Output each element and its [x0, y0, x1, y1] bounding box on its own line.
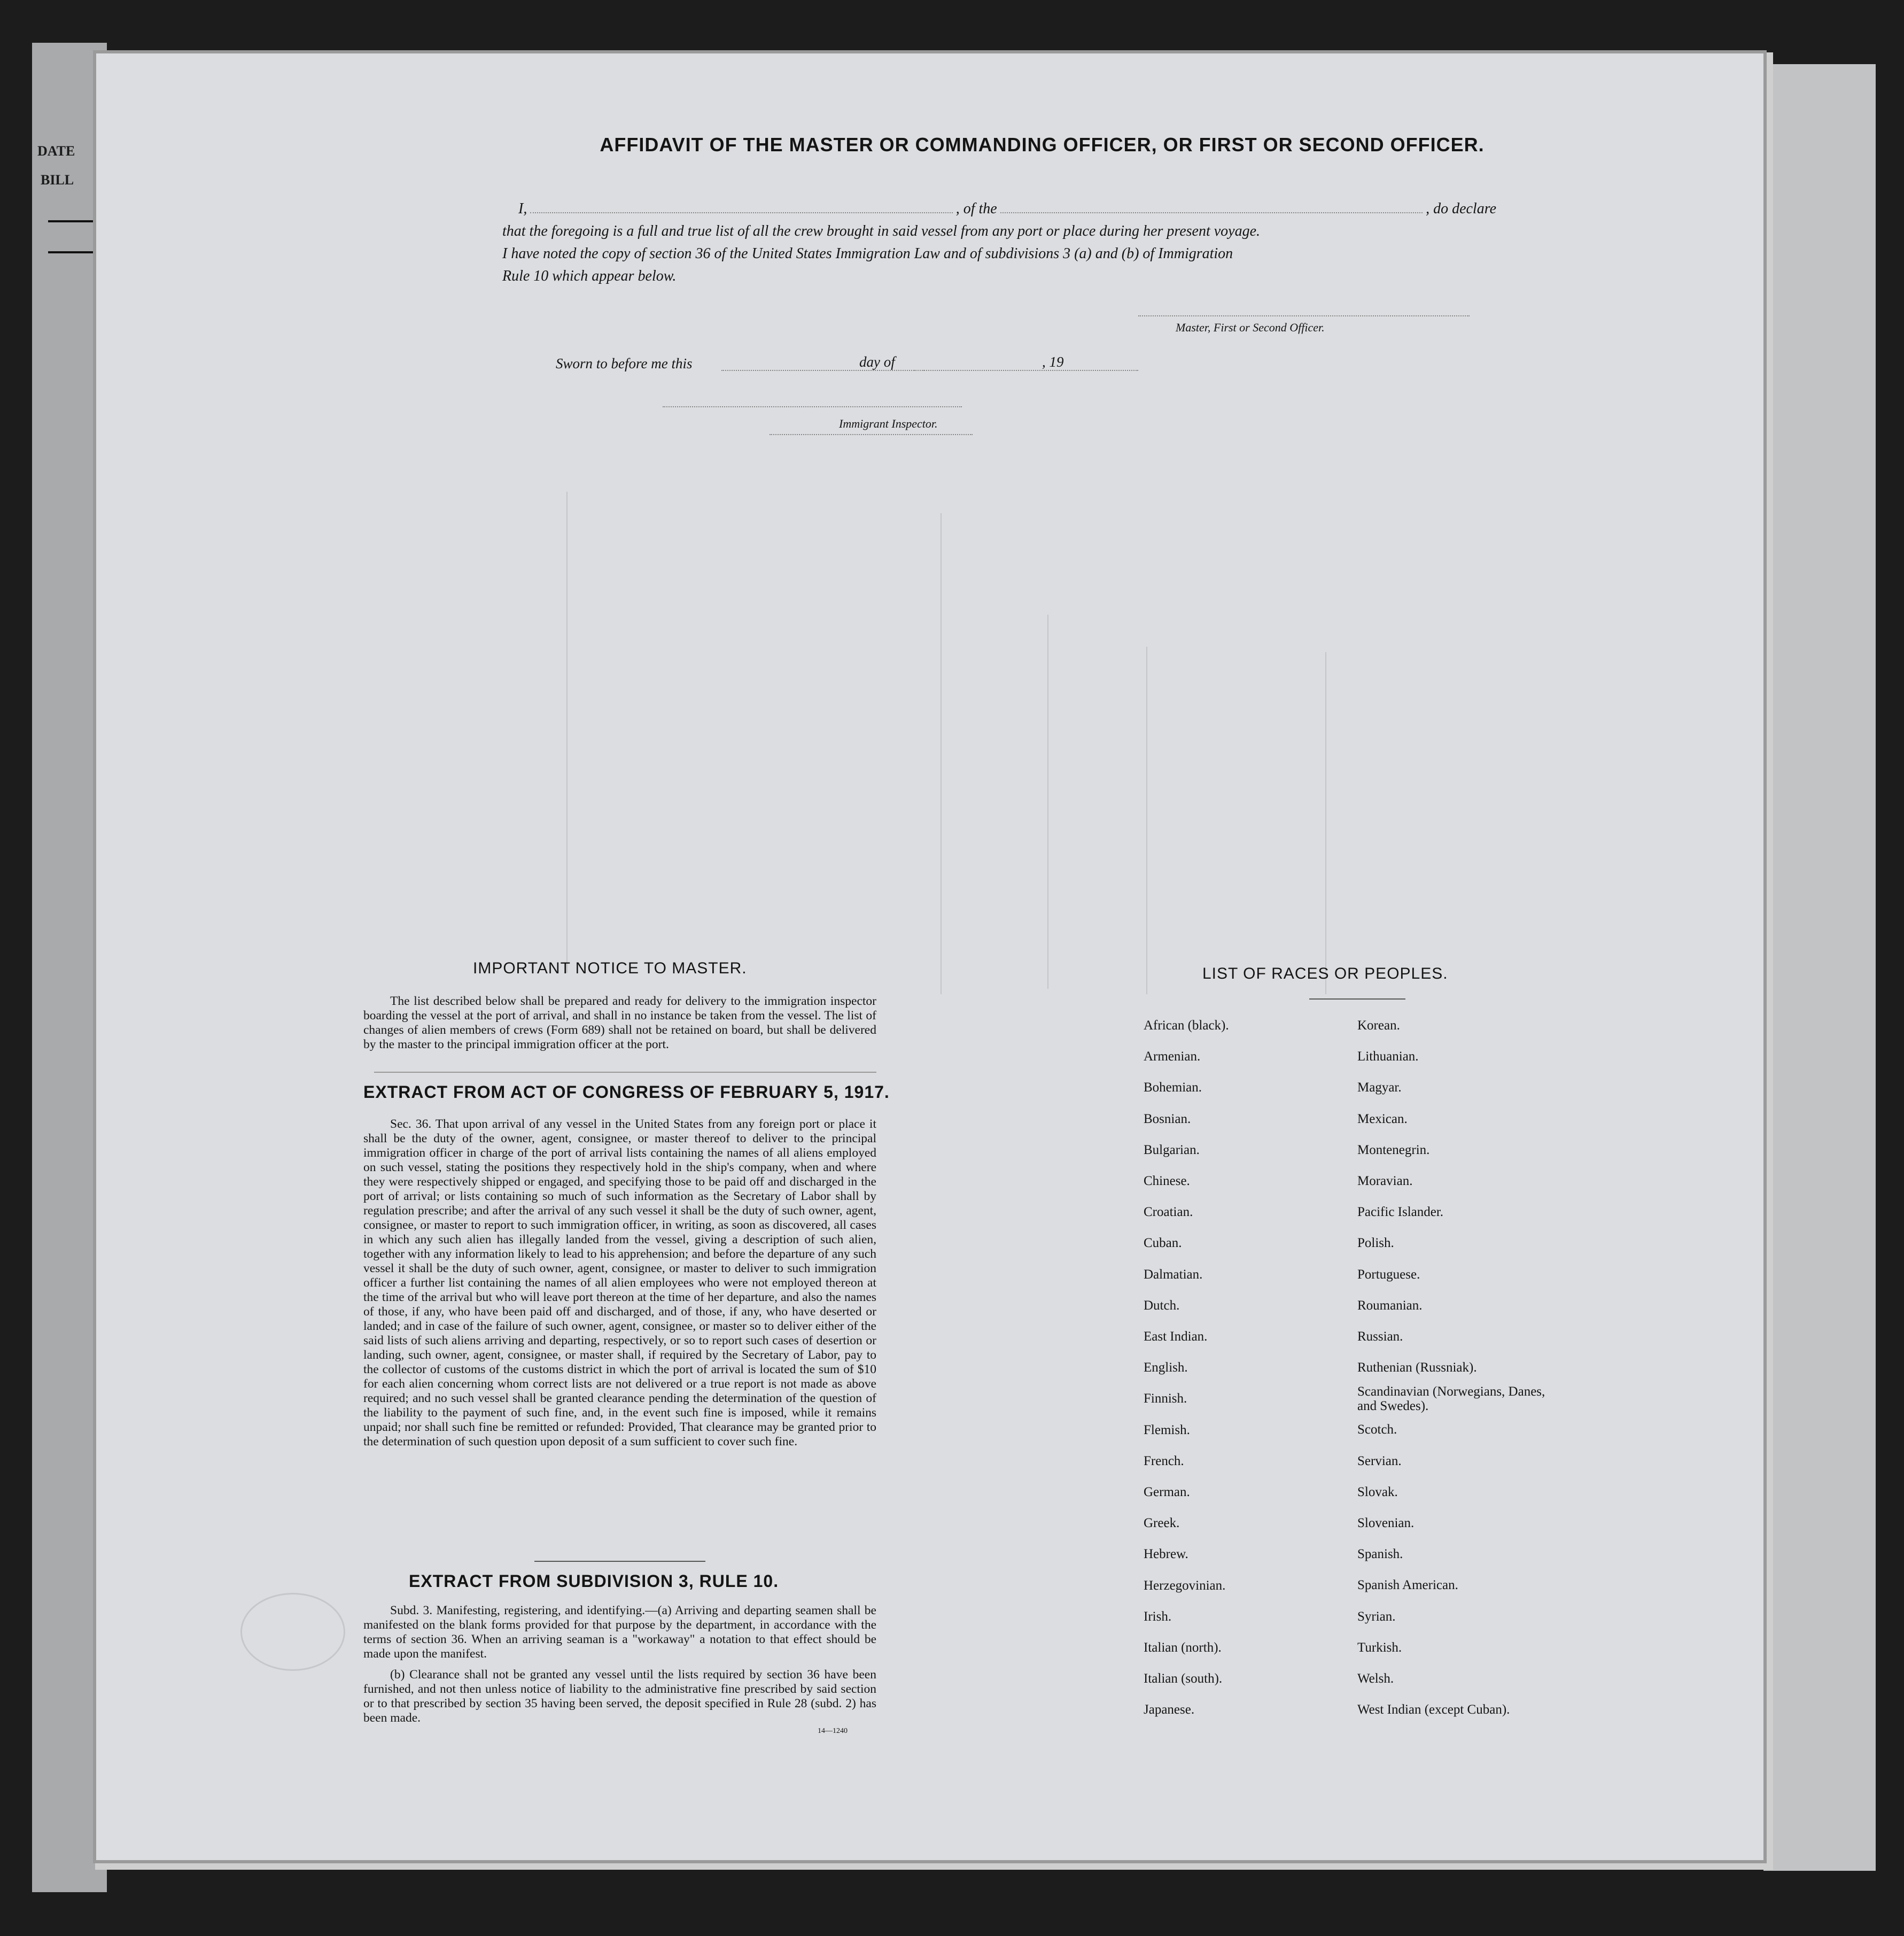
year-label: , 19 — [1042, 354, 1064, 370]
rule-extract-text-a: Subd. 3. Manifesting, registering, and identifying.—(a) Arriving and departing seamen shall be manifested on the blank forms provided for that purpose by the department, in accordance with the terms of section 36. When an arriving seaman is a "workaway" a notation to that effect should be made upon the manifest. — [363, 1604, 876, 1661]
race-item: Welsh. — [1357, 1671, 1394, 1686]
race-item: German. — [1144, 1485, 1190, 1500]
underlying-page-edge — [32, 43, 107, 1892]
race-item: Magyar. — [1357, 1080, 1402, 1095]
inspector-label: Immigrant Inspector. — [839, 417, 938, 430]
race-item: Finnish. — [1144, 1391, 1187, 1406]
race-item: English. — [1144, 1360, 1188, 1375]
right-page-edge — [1763, 64, 1876, 1871]
faint-stamp — [240, 1593, 345, 1671]
races-title-rule — [1309, 998, 1405, 1000]
race-item: Slovak. — [1357, 1484, 1398, 1499]
races-title: LIST OF RACES OR PEOPLES. — [1202, 965, 1448, 982]
table-rule — [566, 492, 568, 973]
race-item: Spanish. — [1357, 1547, 1403, 1562]
race-item: Croatian. — [1144, 1205, 1193, 1220]
declaration-line-4: Rule 10 which appear below. — [502, 268, 677, 284]
affidavit-declaration — [502, 198, 1496, 288]
race-item: Irish. — [1144, 1609, 1172, 1624]
race-item: Montenegrin. — [1357, 1142, 1430, 1157]
affidavit-title: AFFIDAVIT OF THE MASTER OR COMMANDING OFFICER, OR FIRST OR SECOND OFFICER. — [600, 134, 1485, 156]
race-item: Armenian. — [1144, 1049, 1201, 1064]
race-item: Moravian. — [1357, 1174, 1413, 1189]
day-of-label: day of — [859, 354, 895, 370]
race-item: Cuban. — [1144, 1236, 1182, 1251]
race-item: Servian. — [1357, 1453, 1402, 1468]
race-item: Scandinavian (Norwegians, Danes, and Swedes). — [1357, 1384, 1545, 1414]
section-rule — [374, 1072, 876, 1073]
inspector-signature-line[interactable] — [663, 406, 962, 407]
table-rule — [1146, 647, 1147, 994]
margin-rule — [48, 251, 96, 253]
do-declare-label: , do declare — [1426, 200, 1496, 217]
declarant-name-field[interactable] — [530, 199, 952, 213]
race-item: East Indian. — [1144, 1329, 1208, 1344]
race-item: Mexican. — [1357, 1111, 1408, 1126]
master-signature-label: Master, First or Second Officer. — [1176, 321, 1325, 334]
race-item: West Indian (except Cuban). — [1357, 1702, 1510, 1717]
sworn-month-field[interactable] — [914, 370, 1138, 371]
sworn-label: Sworn to before me this — [556, 355, 693, 371]
race-item: Japanese. — [1144, 1702, 1195, 1717]
race-item: Korean. — [1357, 1018, 1400, 1033]
race-item: Chinese. — [1144, 1174, 1190, 1189]
race-item: Roumanian. — [1357, 1298, 1423, 1313]
master-signature-line[interactable] — [1138, 315, 1470, 316]
race-item: Slovenian. — [1357, 1516, 1415, 1531]
form-number: 14—1240 — [818, 1727, 848, 1735]
race-item: Italian (south). — [1144, 1671, 1223, 1686]
declaration-line-2: that the foregoing is a full and true list of all the crew brought in said vessel from any port or place during her present voyage. — [502, 223, 1261, 239]
race-item: Herzegovinian. — [1144, 1578, 1226, 1593]
race-item: Russian. — [1357, 1329, 1403, 1344]
declaration-line-1 — [502, 198, 1496, 220]
notice-title: IMPORTANT NOTICE TO MASTER. — [473, 959, 747, 977]
race-item: Lithuanian. — [1357, 1049, 1419, 1064]
margin-label-bill: BILL — [41, 172, 74, 188]
race-item: Polish. — [1357, 1236, 1394, 1251]
race-item: Flemish. — [1144, 1422, 1190, 1437]
race-item: Portuguese. — [1357, 1267, 1420, 1282]
race-item: Bulgarian. — [1144, 1142, 1200, 1157]
race-item: Scotch. — [1357, 1422, 1397, 1437]
race-item: Ruthenian (Russniak). — [1357, 1360, 1477, 1375]
declaration-line-3: I have noted the copy of section 36 of the United States Immigration Law and of subdivisions 3 (a) and (b) of Immigration — [502, 245, 1233, 262]
race-item: Pacific Islander. — [1357, 1205, 1444, 1220]
table-rule — [1325, 652, 1326, 994]
races-column-1 — [1144, 1010, 1229, 1726]
race-item: French. — [1144, 1453, 1184, 1468]
declarant-label: I, — [518, 200, 527, 217]
rule-extract-text-b: (b) Clearance shall not be granted any vessel until the lists required by section 36 have been furnished, and not then unless notice of liability to the administrative fine prescribed by said section or to that prescribed by section 35 having been served, the deposit specified in Rule 28 (subd. 2) has been made. — [363, 1668, 876, 1725]
notice-text: The list described below shall be prepared and ready for delivery to the immigration inspector boarding the vessel at the port of arrival, and shall in no instance be taken from the vessel. The list of changes of alien members of crews (Form 689) shall not be retained on board, but shall be delivered by the master to the principal immigration officer at the port. — [363, 994, 876, 1051]
table-rule — [941, 513, 942, 994]
race-item: African (black). — [1144, 1018, 1229, 1033]
race-item: Greek. — [1144, 1516, 1180, 1531]
inspector-signature-line[interactable] — [770, 434, 973, 435]
section-rule — [534, 1561, 705, 1562]
of-the-label: , of the — [955, 200, 997, 217]
race-item: Hebrew. — [1144, 1547, 1188, 1562]
race-item: Bohemian. — [1144, 1080, 1202, 1095]
race-item: Dalmatian. — [1144, 1267, 1203, 1282]
race-item: Syrian. — [1357, 1609, 1396, 1624]
act-extract-title: EXTRACT FROM ACT OF CONGRESS OF FEBRUARY 5, 1917. — [363, 1082, 890, 1102]
race-item: Dutch. — [1144, 1298, 1180, 1313]
rule-extract-title: EXTRACT FROM SUBDIVISION 3, RULE 10. — [409, 1571, 779, 1591]
race-item: Turkish. — [1357, 1640, 1402, 1655]
vessel-name-field[interactable] — [1000, 199, 1423, 213]
form-sheet — [96, 53, 1763, 1860]
margin-label-date: DATE — [37, 143, 75, 159]
table-rule — [1047, 615, 1048, 989]
race-item: Italian (north). — [1144, 1640, 1222, 1655]
race-item: Bosnian. — [1144, 1111, 1191, 1126]
race-item: Spanish American. — [1357, 1578, 1458, 1593]
races-column-2 — [1357, 1010, 1555, 1725]
act-extract-text: Sec. 36. That upon arrival of any vessel in the United States from any foreign port or place it shall be the duty of the owner, agent, consignee, or master thereof to deliver to the principal immigration officer in charge of the port of arrival lists containing the names of all aliens employed on such vessel, stating the positions they respectively hold in the ship's company, when and where they were respectively shipped or engaged, and specifying those to be paid off and discharged in the port of arrival; or lists containing so much of such information as the Secretary of Labor shall by regulation prescribe; and after the arrival of any such vessel it shall be the duty of such owner, agent, consignee, or master to report to such immigration officer, in writing, as soon as discovered, all cases in which any such alien has illegally landed from the vessel, giving a description of such alien, together with any information likely to lead to his apprehension; and before the departure of any such vessel it shall be the duty of such owner, agent, consignee, or master to deliver to such immigration officer a further list containing the names of all alien employees who were not employed thereon at the time of the arrival but who will leave port thereon at the time of her departure, and also the names of those, if any, who have been paid off and discharged, and of those, if any, who have deserted or landed; and in case of the failure of such owner, agent, consignee, or master so to deliver either of the said lists of such aliens arriving and departing, respectively, or so to report such cases of desertion or landing, such owner, agent, consignee, or master shall, if required by the Secretary of Labor, pay to the collector of customs of the customs district in which the port of arrival is located the sum of $10 for each alien concerning whom correct lists are not delivered or a true report is not made as above required; and no such vessel shall be granted clearance pending the determination of the question of the liability to the payment of such fine, and, in the event such fine is imposed, while it remains unpaid; nor shall such fine be remitted or refunded: Provided, That clearance may be granted prior to the determination of such question upon deposit of a sum sufficient to cover such fine. — [363, 1117, 876, 1449]
margin-rule — [48, 220, 96, 222]
